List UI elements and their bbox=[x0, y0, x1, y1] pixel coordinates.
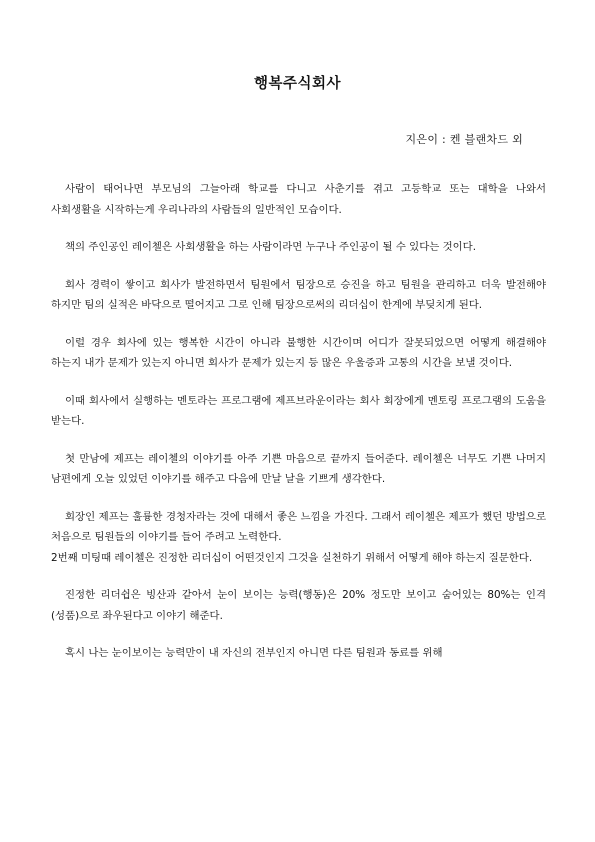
document-title: 행복주식회사 bbox=[253, 76, 342, 92]
paragraph-3: 회사 경력이 쌓이고 회사가 발전하면서 팀원에서 팀장으로 승진을 하고 팀원을 관리하고 더욱 발전해야 하지만 팀의 실적은 바닥으로 떨어지고 그로 인해 팀장으로써의 리더십이 한계에 부딪치게 된다. bbox=[51, 278, 546, 311]
paragraph-7: 회장인 제프는 훌륭한 경청자라는 것에 대해서 좋은 느낌을 가진다. 그래서 레이첼은 제프가 했던 방법으로 처음으로 팀원들의 이야기를 들어 주려고 노력한다. bbox=[51, 510, 546, 543]
paragraph-9: 진정한 리더쉽은 빙산과 같아서 눈이 보이는 능력(행동)은 20% 정도만 보이고 숨어있는 80%는 인격(성품)으로 좌우된다고 이야기 해준다. bbox=[51, 589, 546, 622]
paragraph-5: 이때 회사에서 실행하는 멘토라는 프로그램에 제프브라운이라는 회사 회장에게 멘토링 프로그램의 도움을 받는다. bbox=[51, 394, 546, 427]
paragraph-4: 이럴 경우 회사에 있는 행복한 시간이 아니라 불행한 시간이며 어디가 잘못되었으면 어떻게 해결해야 하는지 내가 문제가 있는지 아니면 회사가 문제가 있는지 등 많은 우울증과 고통의 시간을 보낼 것이다. bbox=[51, 336, 546, 369]
paragraph-1: 사람이 태어나면 부모님의 그늘아래 학교를 다니고 사춘기를 겪고 고등학교 또는 대학을 나와서 사회생활을 시작하는게 우리나라의 사람들의 일반적인 모습이다. bbox=[51, 183, 546, 216]
paragraph-8: 2번째 미팅때 레이첼은 진정한 리더십이 어떤것인지 그것을 실천하기 위해서 어떻게 해야 하는지 질문한다. bbox=[51, 551, 533, 564]
paragraph-10: 혹시 나는 눈이보이는 능력만이 내 자신의 전부인지 아니면 다른 팀원과 동료를 위해 bbox=[65, 647, 443, 659]
author-line: 지은이 : 켄 블랜차드 외 bbox=[405, 133, 523, 146]
document-body bbox=[51, 179, 546, 681]
paragraph-6: 첫 만남에 제프는 레이첼의 이야기를 아주 기쁜 마음으로 끝까지 들어준다. 레이첼은 너무도 기쁜 나머지 남편에게 오늘 있었던 이야기를 해주고 다음에 만날 날을 기쁘게 생각한다. bbox=[51, 452, 546, 485]
paragraph-2: 책의 주인공인 레이첼은 사회생활을 하는 사람이라면 누구나 주인공이 될 수 있다는 것이다. bbox=[65, 241, 477, 253]
